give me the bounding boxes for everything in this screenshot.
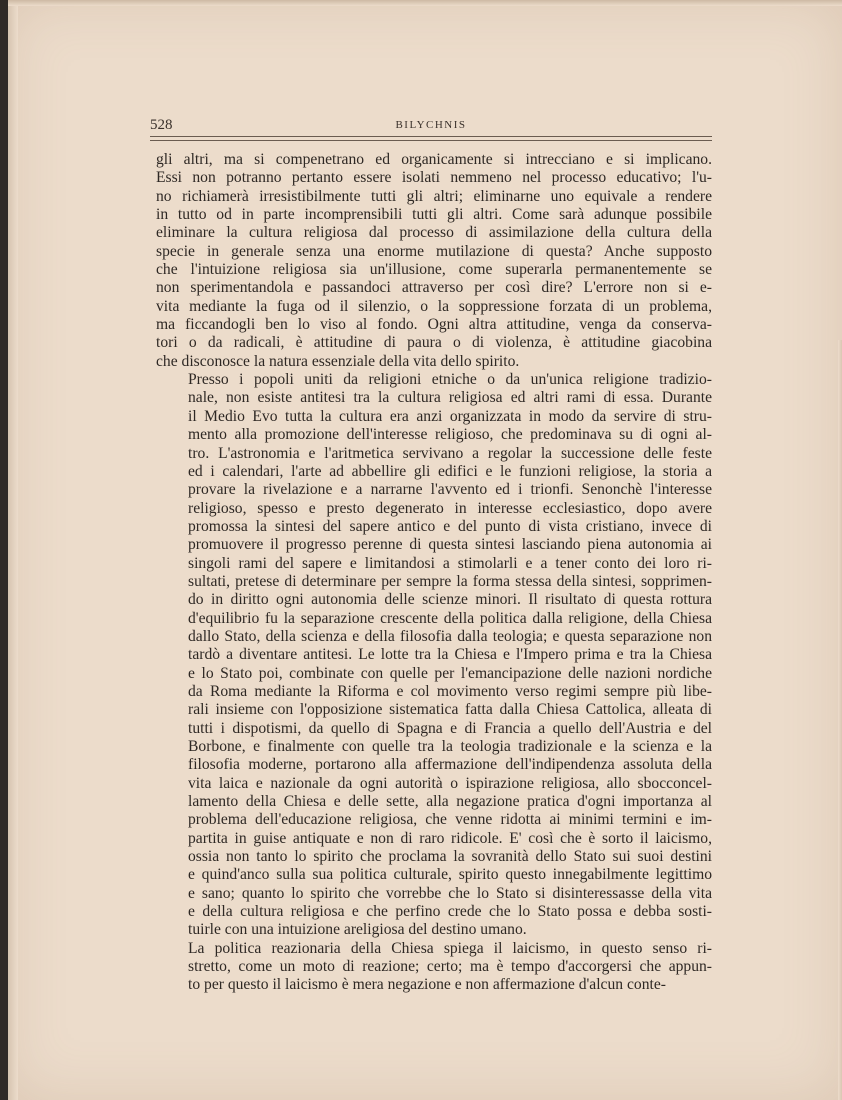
text-line: vita laica e nazionale da ogni autorità o ispirazione religiosa, allo sbocconcel- <box>188 774 712 792</box>
text-line: tro. L'astronomia e l'aritmetica servivano a regolar la successione delle feste <box>188 444 712 462</box>
text-line: Borbone, e finalmente con quelle tra la teologia tradizionale e la scienza e la <box>188 738 712 755</box>
text-line: to per questo il laicismo è mera negazione e non affermazione d'alcun conte- <box>188 976 666 994</box>
text-line: che l'intuizione religiosa sia un'illusione, come superarla permanentemente se <box>156 261 712 279</box>
text-line: da Roma mediante la Riforma e col movimento verso regimi sempre più libe- <box>188 682 712 700</box>
text-line: tuirle con una intuizione areligiosa del destino umano. <box>188 921 527 939</box>
text-line: non sperimentandola e passandoci attraverso per così dire? L'errore non si e- <box>156 279 712 297</box>
text-line: eliminare la cultura religiosa dal processo di assimilazione della cultura della <box>156 224 712 242</box>
paragraph <box>156 371 712 940</box>
text-line: singoli rami del sapere e limitandosi a stimolarli e a tener conto dei loro ri- <box>188 554 712 572</box>
page-top-edge <box>8 0 842 6</box>
text-line: che disconosce la natura essenziale della vita dello spirito. <box>156 352 520 370</box>
text-line: lamento della Chiesa e delle sette, alla negazione pratica d'ogni importanza al <box>188 793 712 811</box>
text-line: no richiamerà irresistibilmente tutti gli altri; eliminarne uno equivale a rendere <box>156 187 712 205</box>
text-line: tutti i dispotismi, da quello di Spagna e di Francia a quello dell'Austria e del <box>188 719 712 737</box>
text-line: rali insieme con l'opposizione sistematica fatta dalla Chiesa Cattolica, alleata di <box>188 701 712 719</box>
header-rule-top <box>150 136 712 137</box>
text-line: ma ficcandogli ben lo viso al fondo. Ogni altra attitudine, venga da conserva- <box>156 316 712 334</box>
text-line: promuovere il progresso perenne di questa sintesi lasciando piena autonomia ai <box>188 536 712 554</box>
text-line: ossia non tanto lo spirito che proclama la sovranità dello Stato sui suoi destini <box>188 848 712 866</box>
text-line: e quind'anco sulla sua politica culturale, spirito questo innegabilmente legittimo <box>188 866 712 884</box>
text-line: Essi non potranno pertanto essere isolati nemmeno nel processo educativo; l'u- <box>156 169 712 187</box>
text-line: d'equilibrio fu la separazione crescente della politica dalla religione, della Chiesa <box>188 609 712 627</box>
text-line: specie in generale senza una enorme mutilazione di questa? Anche supposto <box>156 242 712 260</box>
text-line: religioso, spesso e presto degenerato in interesse ecclesiastico, dopo avere <box>188 499 712 517</box>
text-line: filosofia moderne, portarono alla affermazione dell'indipendenza assoluta della <box>188 756 712 774</box>
text-line: gli altri, ma si compenetrano ed organicamente si intrecciano e si implicano. <box>156 151 712 168</box>
page-right-edge <box>838 340 842 1100</box>
text-line: nale, non esiste antitesi tra la cultura religiosa ed altri rami di essa. Durante <box>188 389 712 407</box>
text-line: Presso i popoli uniti da religioni etniche o da un'unica religione tradizio- <box>188 371 712 389</box>
paragraph <box>156 151 712 371</box>
text-line: e della cultura religiosa e che perfino crede che lo Stato possa e debba sosti- <box>188 903 712 921</box>
text-line: e sano; quanto lo spirito che vorrebbe che lo Stato si disinteressasse della vita <box>188 884 712 902</box>
body-text <box>156 151 712 995</box>
text-line: do in diritto ogni autonomia delle scienze minori. Il risultato di questa rottura <box>188 591 712 609</box>
text-line: stretto, come un moto di reazione; certo; ma è tempo d'accorgersi che appun- <box>188 958 712 976</box>
header-rule-bottom <box>150 140 712 141</box>
text-line: tori o da radicali, è attitudine di paura o di violenza, è attitudine giacobina <box>156 334 712 352</box>
running-header <box>150 117 712 137</box>
page-left-edge <box>8 0 18 1100</box>
page-number: 528 <box>150 117 173 133</box>
text-line: provare la rivelazione e a narrarne l'avvento ed i trionfi. Senonchè l'interesse <box>188 481 712 499</box>
text-line: il Medio Evo tutta la cultura era anzi organizzata in modo da servire di stru- <box>188 407 712 425</box>
text-line: promossa la sintesi del sapere antico e del punto di vista cristiano, invece di <box>188 517 712 535</box>
text-line: ed i calendari, l'arte ad abbellire gli edifici e le funzioni religiose, la storia a <box>188 462 712 480</box>
text-line: partita in guise antiquate e non di raro ridicole. E' così che è sorto il laicismo, <box>188 829 712 847</box>
text-line: tardò a diventare antitesi. Le lotte tra la Chiesa e l'Impero prima e tra la Chiesa <box>188 646 712 664</box>
text-line: mento alla promozione dell'interesse religioso, che predominava su di ogni al- <box>188 426 712 444</box>
text-line: vita mediante la fuga od il silenzio, o la soppressione forzata di un problema, <box>156 297 712 315</box>
text-line: e lo Stato poi, combinate con quelle per l'emancipazione delle nazioni nordiche <box>188 664 712 682</box>
text-line: dallo Stato, della scienza e della filosofia dalla teologia; e questa separazione non <box>188 627 712 645</box>
paragraph <box>156 940 712 995</box>
text-line: in tutto od in parte incomprensibili tutti gli altri. Come sarà adunque possibile <box>156 206 712 224</box>
text-line: problema dell'educazione religiosa, che venne ridotta ai minimi termini e im- <box>188 811 712 829</box>
text-line: La politica reazionaria della Chiesa spiega il laicismo, in questo senso ri- <box>188 939 712 957</box>
text-line: sultati, pretese di determinare per sempre la forma stessa della sintesi, sopprimen- <box>188 572 712 590</box>
running-title: BILYCHNIS <box>395 119 467 131</box>
